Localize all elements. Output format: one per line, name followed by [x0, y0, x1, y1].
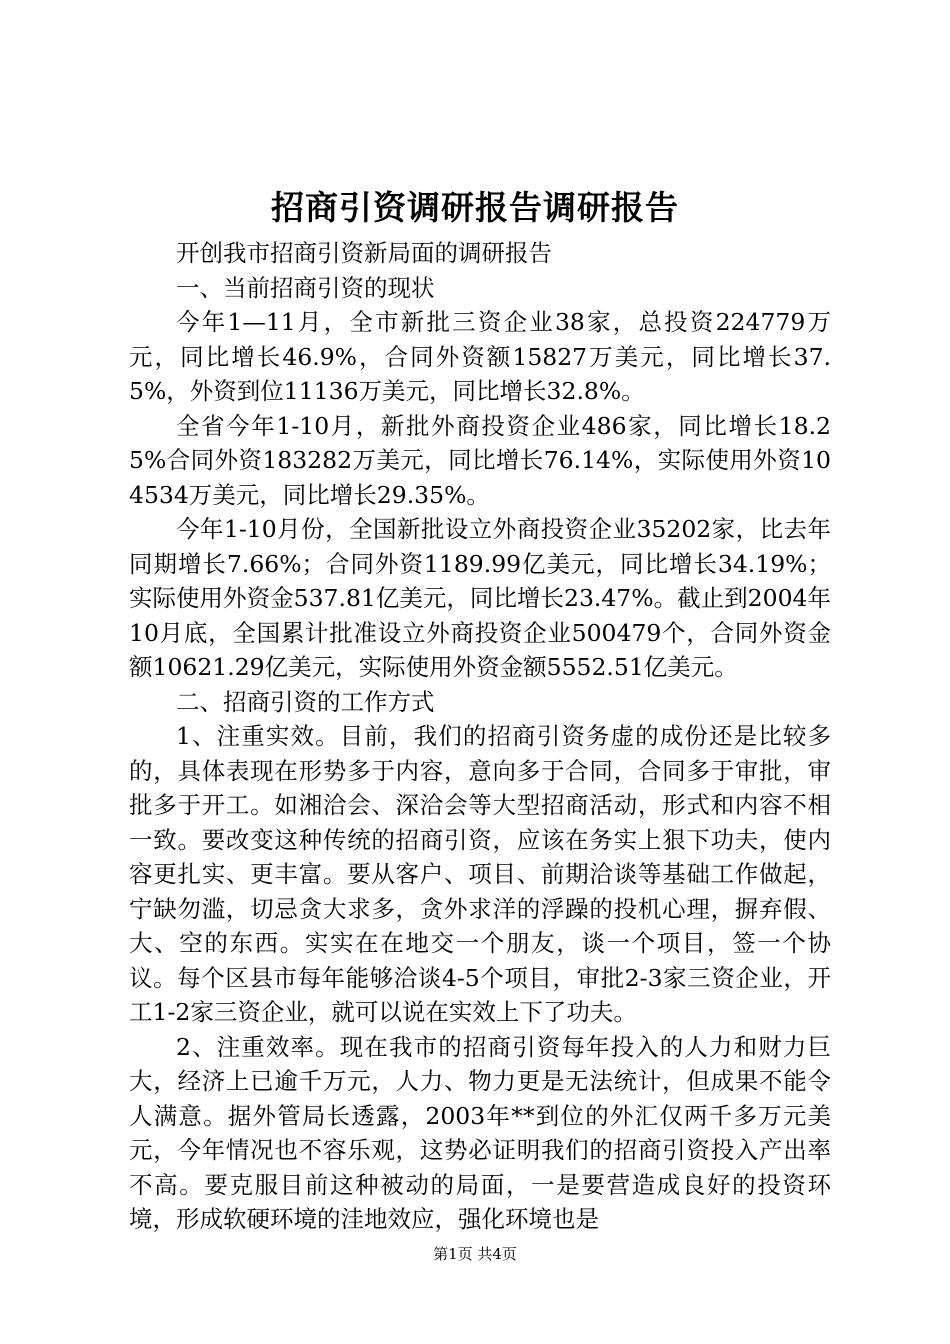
body-paragraph: 2、注重效率。现在我市的招商引资每年投入的人力和财力巨大，经济上已逾千万元，人力、物力更是无法统计，但成果不能令人满意。据外管局长透露，2003年**到位的外汇仅两千多万元美元，今年情况也不容乐观，这势必证明我们的招商引资投入产出率不高。要克服目前这种被动的局面，一是要营造成良好的投资环境，形成软硬环境的洼地效应，强化环境也是 [129, 1032, 831, 1233]
subtitle-paragraph: 开创我市招商引资新局面的调研报告 [176, 239, 552, 267]
document-body [129, 236, 831, 1237]
page-number-footer: 第1页 共4页 [433, 1245, 517, 1263]
body-paragraph: 全省今年1-10月，新批外商投资企业486家，同比增长18.25%合同外资183282万美元，同比增长76.14%，实际使用外资104534万美元，同比增长29.35%。 [129, 411, 831, 509]
body-paragraph: 1、注重实效。目前，我们的招商引资务虚的成份还是比较多的，具体表现在形势多于内容，意向多于合同，合同多于审批，审批多于开工。如湘洽会、深洽会等大型招商活动，形式和内容不相一致。要改变这种传统的招商引资，应该在务实上狠下功夫，使内容更扎实、更丰富。要从客户、项目、前期洽谈等基础工作做起，宁缺勿滥，切忌贪大求多，贪外求洋的浮躁的投机心理，摒弃假、大、空的东西。实实在在地交一个朋友，谈一个项目，签一个协议。每个区县市每年能够洽谈4-5个项目，审批2-3家三资企业，开工1-2家三资企业，就可以说在实效上下了功夫。 [129, 722, 831, 1026]
body-paragraph: 今年1-10月份，全国新批设立外商投资企业35202家，比去年同期增长7.66%；合同外资1189.99亿美元，同比增长34.19%；实际使用外资金537.81亿美元，同比增长23.47%。截止到2004年10月底，全国累计批准设立外商投资企业500479个，合同外资金额10621.29亿美元，实际使用外资金额5552.51亿美元。 [129, 515, 831, 681]
body-paragraph: 今年1—11月，全市新批三资企业38家，总投资224779万元，同比增长46.9%，合同外资额15827万美元，同比增长37.5%，外资到位11136万美元，同比增长32.8%。 [129, 308, 831, 405]
section-heading-2: 二、招商引资的工作方式 [176, 687, 435, 716]
document-title: 招商引资调研报告调研报告 [271, 188, 679, 227]
section-heading-1: 一、当前招商引资的现状 [176, 273, 435, 302]
